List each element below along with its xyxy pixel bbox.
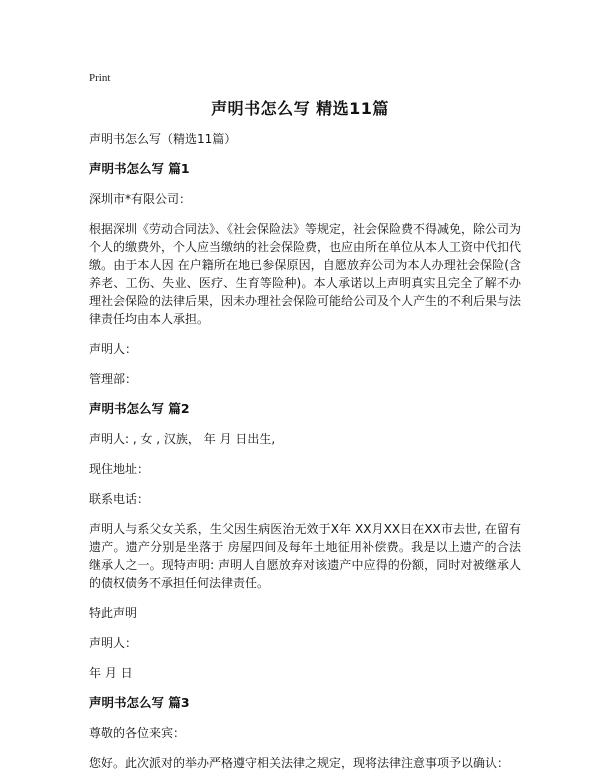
declarant-info-line: 声明人: , 女 , 汉族， 年 月 日出生,: [89, 432, 276, 446]
document-body: [89, 130, 521, 776]
declarant-signature-line: 声明人：: [89, 636, 138, 650]
date-line: 年 月 日: [89, 666, 133, 680]
addressee-line: 深圳市*有限公司：: [89, 192, 192, 206]
hereby-declare-line: 特此声明: [89, 606, 138, 620]
paragraph-social-insurance: 根据深圳《劳动合同法》、《社会保险法》等规定，社会保险费不得减免，除公司为个人的缴费外，个人应当缴纳的社会保险费，也应由所在单位从本人工资中代扣代缴。由于本人因 在户籍所在地已参保原因，自愿放弃公司为本人办理社会保险(含养老、工伤、失业、医疗、生育等险种)。本人承诺以上声明真实且完全了解不办理社会保险的法律后果，因未办理社会保险可能给公司及个人产生的不利后果与法律责任均由本人承担。: [89, 222, 522, 326]
section-heading-2: 声明书怎么写 篇2: [89, 401, 190, 416]
declarant-line: 声明人：: [89, 342, 138, 356]
document-subtitle: 声明书怎么写（精选11篇）: [89, 132, 237, 146]
document-title: 声明书怎么写 精选11篇: [211, 99, 389, 118]
section-heading-1: 声明书怎么写 篇1: [89, 161, 190, 176]
print-label: Print: [89, 72, 111, 84]
greeting-line: 尊敬的各位来宾：: [89, 726, 186, 740]
paragraph-inheritance: 声明人与系父女关系，生父因生病医治无效于X年 XX月XX日在XX市去世, 在留有遗产。遗产分别是坐落于 房屋四间及每年土地征用补偿费。我是以上遗产的合法继承人之一。现特声明: 声明人自愿放弃对该遗产中应得的份额，同时对被继承人的债权债务不承担任何法律责任。: [89, 522, 521, 590]
management-dept-line: 管理部：: [89, 372, 138, 386]
paragraph-party-legal: 您好。此次派对的举办严格遵守相关法律之规定，现将法律注意事项予以确认：: [89, 756, 510, 770]
phone-line: 联系电话：: [89, 492, 150, 506]
section-heading-3: 声明书怎么写 篇3: [89, 695, 190, 710]
current-address-line: 现住地址：: [89, 462, 150, 476]
